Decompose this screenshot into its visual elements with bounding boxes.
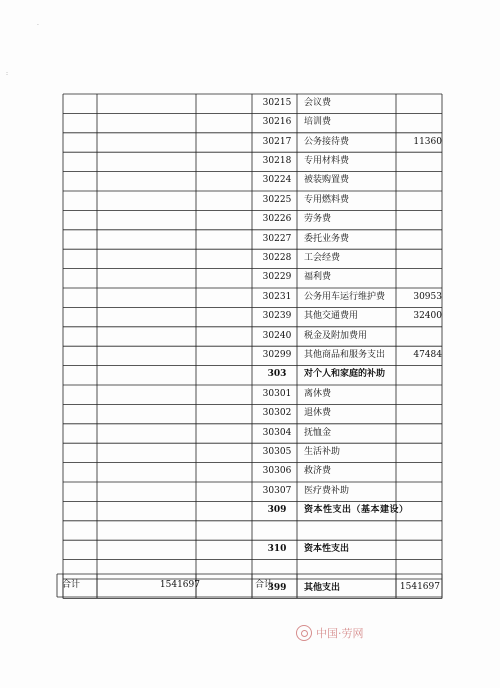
expense-item-cell: 资本性支出 (304, 543, 350, 554)
amount-cell: 11360 (413, 136, 442, 147)
expense-item-cell: 救济费 (304, 466, 332, 477)
amount-cell: 32400 (413, 311, 442, 322)
expense-item-cell: 工会经费 (304, 252, 341, 263)
economic-code-cell: 30299 (262, 349, 292, 360)
expense-item-cell: 其他支出 (304, 582, 341, 593)
economic-code-cell: 309 (267, 505, 287, 516)
expense-item-cell: 其他交通费用 (304, 311, 359, 322)
economic-code-cell: 303 (267, 369, 287, 380)
expense-item-cell: 劳务费 (304, 214, 332, 225)
economic-code-cell: 30305 (262, 446, 292, 457)
economic-code-cell: 30301 (262, 388, 292, 399)
expense-item-cell: 公务接待费 (304, 136, 350, 147)
total-label-right: 合计 (255, 580, 274, 590)
corner-mark: : (6, 70, 9, 77)
expense-item-cell: 其他商品和服务支出 (304, 349, 386, 360)
economic-code-cell: 30302 (262, 408, 292, 419)
economic-code-cell: 30231 (262, 291, 292, 302)
economic-code-cell: 30229 (262, 272, 292, 283)
watermark-text: 中国·劳网 (316, 627, 364, 640)
economic-code-cell: 30240 (262, 330, 292, 341)
expense-item-cell: 被装购置费 (304, 175, 350, 186)
economic-code-cell: 30228 (262, 252, 292, 263)
expense-item-cell: 福利费 (304, 272, 332, 283)
expense-item-cell: 抚恤金 (304, 427, 332, 438)
economic-code-cell: 30216 (262, 117, 292, 128)
economic-code-cell: 30304 (262, 427, 292, 438)
economic-code-cell: 30227 (262, 233, 292, 244)
expense-item-cell: 退休费 (304, 408, 332, 419)
economic-code-cell: 399 (267, 582, 287, 593)
expense-item-cell: 公务用车运行维护费 (304, 291, 386, 302)
emblem-icon (296, 625, 312, 641)
economic-code-cell: 30218 (262, 155, 292, 166)
corner-mark: . (37, 20, 39, 27)
watermark (296, 625, 364, 641)
total-amount-right: 1541697 (399, 582, 440, 592)
expense-item-cell: 生活补助 (304, 446, 341, 457)
total-label-left: 合计 (62, 580, 81, 590)
economic-code-cell: 30215 (262, 97, 292, 108)
economic-code-cell: 30226 (262, 214, 292, 225)
expense-item-cell: 对个人和家庭的补助 (304, 369, 386, 380)
expense-item-cell: 培训费 (304, 117, 332, 128)
amount-cell: 30953 (413, 291, 442, 302)
total-amount-left: 1541697 (159, 580, 200, 590)
expense-item-cell: 委托业务费 (304, 233, 350, 244)
expense-item-cell: 税金及附加费用 (304, 330, 368, 341)
economic-code-cell: 30217 (262, 136, 292, 147)
economic-code-cell: 30225 (262, 194, 292, 205)
amount-cell: 47484 (413, 349, 442, 360)
economic-code-cell: 30307 (262, 485, 292, 496)
expense-item-cell: 资本性支出（基本建设） (304, 505, 409, 516)
expense-item-cell: 医疗费补助 (304, 485, 350, 496)
economic-code-cell: 30306 (262, 466, 292, 477)
expense-item-cell: 专用材料费 (304, 155, 350, 166)
expense-item-cell: 离休费 (304, 388, 332, 399)
economic-code-cell: 30239 (262, 311, 292, 322)
expense-item-cell: 会议费 (304, 97, 332, 108)
expense-item-cell: 专用燃料费 (304, 194, 350, 205)
economic-code-cell: 30224 (262, 175, 292, 186)
economic-code-cell: 310 (267, 543, 287, 554)
